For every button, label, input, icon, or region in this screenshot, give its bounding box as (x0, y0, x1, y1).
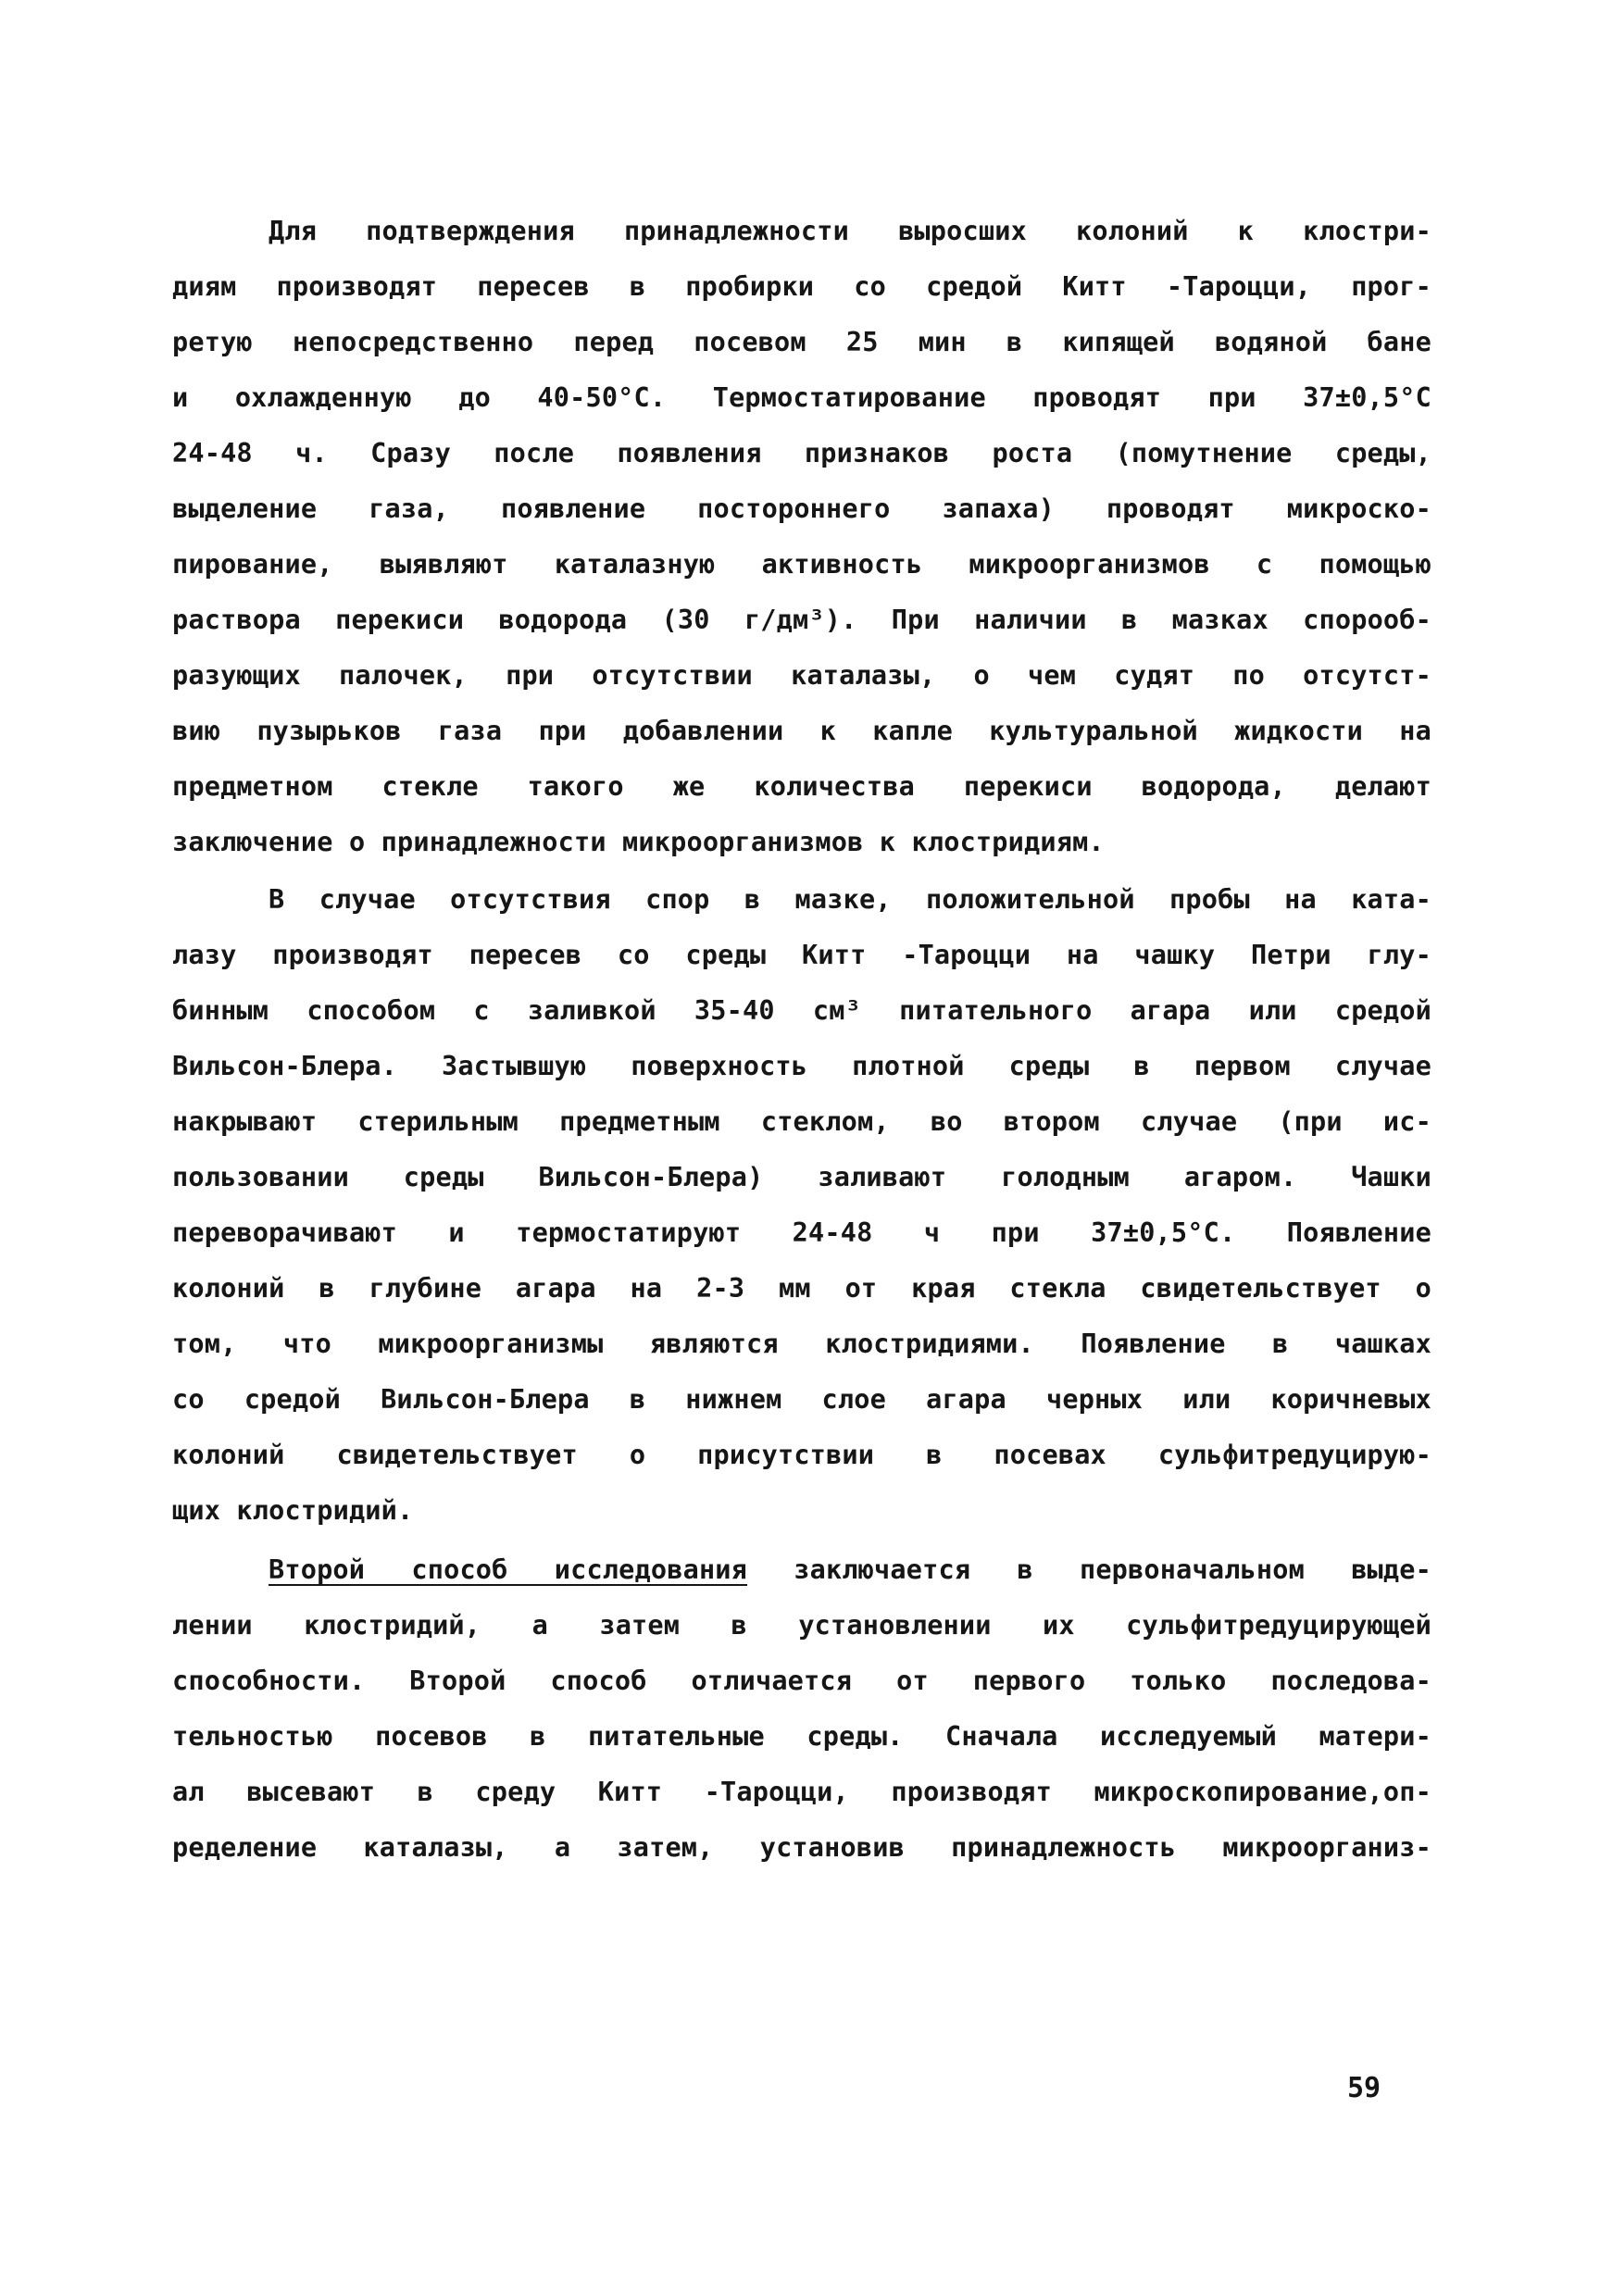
text-line: Вильсон-Блера. Застывшую поверхность плотной среды в первом случае (172, 1051, 1431, 1081)
text-line: раствора перекиси водорода (30 г/дм³). При наличии в мазках спорооб- (172, 605, 1431, 635)
text-line: переворачивают и термостатируют 24-48 ч при 37±0,5°С. Появление (172, 1217, 1431, 1248)
text-line: предметном стекле такого же количества перекиси водорода, делают (172, 771, 1431, 802)
text-line: заключение о принадлежности микроорганизмов к клостридиям. (172, 827, 1105, 857)
text-line: ал высевают в среду Китт -Тароцци, производят микроскопирование,оп- (172, 1777, 1431, 1807)
text-line: лазу производят пересев со среды Китт -Тароцци на чашку Петри глу- (172, 940, 1431, 970)
text-line: накрывают стерильным предметным стеклом, во втором случае (при ис- (172, 1106, 1431, 1137)
text-line: диям производят пересев в пробирки со средой Китт -Тароцци, прог- (172, 271, 1431, 302)
text-line: со средой Вильсон-Блера в нижнем слое агара черных или коричневых (172, 1384, 1431, 1415)
text-line: разующих палочек, при отсутствии каталазы, о чем судят по отсутст- (172, 660, 1431, 691)
text-line: пирование, выявляют каталазную активность микроорганизмов с помощью (172, 549, 1431, 580)
text-line: том, что микроорганизмы являются клостридиями. Появление в чашках (172, 1329, 1431, 1359)
heading-continuation: заключается в первоначальном выде- (747, 1554, 1431, 1585)
text-line: вию пузырьков газа при добавлении к капле культуральной жидкости на (172, 716, 1431, 746)
section-heading: Второй способ исследования (269, 1554, 748, 1585)
page-number: 59 (1347, 2072, 1381, 2104)
text-line: пользовании среды Вильсон-Блера) заливают голодным агаром. Чашки (172, 1162, 1431, 1192)
text-line: способности. Второй способ отличается от первого только последова- (172, 1666, 1431, 1696)
text-line: выделение газа, появление постороннего запаха) проводят микроско- (172, 493, 1431, 524)
text-line: ретую непосредственно перед посевом 25 мин в кипящей водяной бане (172, 327, 1431, 357)
text-line: Для подтверждения принадлежности выросших колоний к клостри- (269, 216, 1431, 246)
text-line: щих клостридий. (172, 1495, 414, 1526)
text-line: тельностью посевов в питательные среды. Сначала исследуемый матери- (172, 1721, 1431, 1752)
text-line: ределение каталазы, а затем, установив принадлежность микроорганиз- (172, 1832, 1431, 1863)
text-line: колоний в глубине агара на 2-3 мм от края стекла свидетельствует о (172, 1273, 1431, 1304)
text-line: и охлажденную до 40-50°С. Термостатирование проводят при 37±0,5°С (172, 382, 1431, 413)
text-line: В случае отсутствия спор в мазке, положительной пробы на ката- (269, 884, 1431, 915)
text-line (269, 1552, 1431, 1589)
text-line: 24-48 ч. Сразу после появления признаков роста (помутнение среды, (172, 438, 1431, 468)
text-line: бинным способом с заливкой 35-40 см³ питательного агара или средой (172, 995, 1431, 1026)
text-line: колоний свидетельствует о присутствии в посевах сульфитредуцирую- (172, 1440, 1431, 1470)
text-line: лении клостридий, а затем в установлении их сульфитредуцирующей (172, 1610, 1431, 1641)
